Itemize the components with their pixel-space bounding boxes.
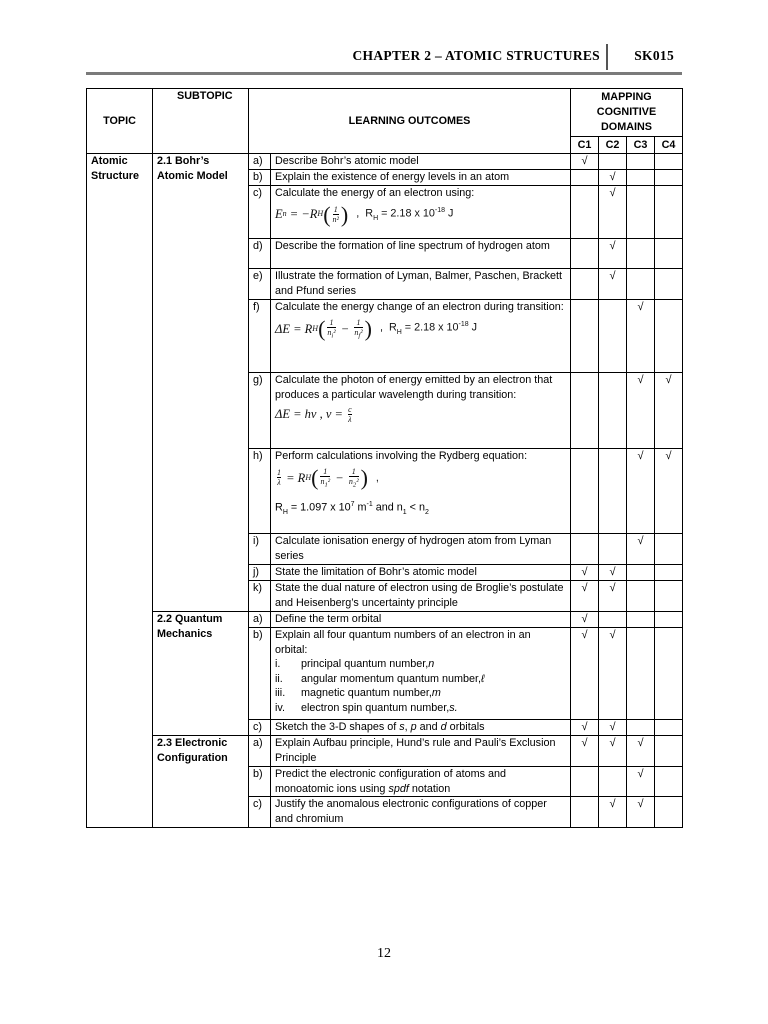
energy-change-equation: ΔE = R H ( $\frac{1}{n_i^2}$ − $\frac{1}{n_f^2}$ ) , $R_H = 2.18$ x $10^{-18}$ J [275,315,478,341]
outcome-orbital-shapes: Sketch the 3-D shapes of s, p and d orbitals [271,720,571,736]
tick-c1: √ [571,628,599,720]
outcome-label: e) [249,269,271,300]
cell-c4 [655,239,683,269]
page-number: 12 [377,946,391,961]
cell-c3 [627,628,655,720]
outcome-energy-calc [271,186,571,239]
list-item: iii. magnetic quantum number, m [275,687,441,699]
tick-c2: √ [599,797,627,828]
cell-c4 [655,170,683,186]
cell-c4 [655,300,683,373]
cell-c3 [627,239,655,269]
cell-c3 [627,269,655,300]
tick-c4: √ [655,449,683,534]
rydberg-constant: $R_H = 1.097$ x $10^7$ $m^{-1}$ and $n_1 < n_2$ [275,501,429,516]
outcome-text: State the limitation of Bohr’s atomic model [271,565,571,581]
energy-equation: E n = −R H ( $\frac{1}{\text{n²}}$ ) , $R_H = 2.18$ x $10^{-18}$ J [275,201,454,227]
cell-c4 [655,581,683,612]
cell-c1 [571,767,599,797]
cell-c1 [571,534,599,565]
tick-c3: √ [627,373,655,449]
tick-c3: √ [627,449,655,534]
outcome-label: f) [249,300,271,373]
photon-equation: ΔE = hν , ν = $\frac{c}{\lambda}$ [275,405,352,424]
cell-c4 [655,736,683,767]
cell-c4 [655,797,683,828]
subtopic-2-1: 2.1 Bohr’s Atomic Model [153,154,249,612]
tick-c2: √ [599,186,627,239]
tick-c1: √ [571,154,599,170]
outcome-text: State the dual nature of electron using de Broglie’s postulate and Heisenberg’s uncertainty principle [271,581,571,612]
outcome-text: Perform calculations involving the Rydberg equation: [275,450,528,462]
outcome-text: Calculate the energy change of an electron during transition: [275,301,564,313]
outcome-label: j) [249,565,271,581]
tick-c2: √ [599,269,627,300]
tick-c2: √ [599,581,627,612]
header-mapping: MAPPING COGNITIVE DOMAINS [571,89,683,137]
tick-c3: √ [627,767,655,797]
cell-c3 [627,612,655,628]
outcome-text: Calculate the photon of energy emitted by an electron that produces a particular wavelength during transition: [275,374,553,401]
tick-c1: √ [571,612,599,628]
list-item: ii. angular momentum quantum number, ℓ [275,672,485,685]
cell-c4 [655,612,683,628]
tick-c1: √ [571,720,599,736]
tick-c2: √ [599,239,627,269]
quantum-number-list [275,657,566,715]
outcome-quantum-numbers [271,628,571,720]
outcome-label: b) [249,628,271,720]
outcome-label: a) [249,612,271,628]
outcome-text: Describe the formation of line spectrum of hydrogen atom [271,239,571,269]
cell-c1 [571,170,599,186]
topic-cell: Atomic Structure [87,154,153,828]
header-learning-outcomes: LEARNING OUTCOMES [249,89,571,154]
outcome-label: k) [249,581,271,612]
tick-c1: √ [571,736,599,767]
cell-c3 [627,170,655,186]
outcome-text: Explain all four quantum numbers of an electron in an orbital: [275,629,531,656]
header-c1: C1 [571,137,599,154]
cell-c4 [655,767,683,797]
cell-c1 [571,449,599,534]
header-c2: C2 [599,137,627,154]
tick-c3: √ [627,797,655,828]
cell-c3 [627,186,655,239]
cell-c4 [655,186,683,239]
outcome-rydberg [271,449,571,534]
outcome-text: Define the term orbital [271,612,571,628]
tick-c2: √ [599,736,627,767]
outcome-label: b) [249,170,271,186]
outcome-text: Illustrate the formation of Lyman, Balmer, Paschen, Brackett and Pfund series [271,269,571,300]
tick-c2: √ [599,565,627,581]
cell-c3 [627,720,655,736]
cell-c1 [571,797,599,828]
outcome-energy-change [271,300,571,373]
header-c3: C3 [627,137,655,154]
cell-c1 [571,373,599,449]
cell-c2 [599,612,627,628]
outcome-text: Calculate ionisation energy of hydrogen atom from Lyman series [271,534,571,565]
cell-c4 [655,154,683,170]
outcome-text: Calculate the energy of an electron using: [275,187,475,199]
tick-c2: √ [599,628,627,720]
cell-c2 [599,449,627,534]
cell-c2 [599,154,627,170]
outcome-text: Explain the existence of energy levels in an atom [271,170,571,186]
outcome-label: b) [249,767,271,797]
outcome-text: Describe Bohr’s atomic model [271,154,571,170]
tick-c1: √ [571,565,599,581]
cell-c2 [599,534,627,565]
cell-c1 [571,300,599,373]
outcome-electronic-config: Predict the electronic configuration of atoms and monoatomic ions using spdf notation [271,767,571,797]
tick-c3: √ [627,300,655,373]
cell-c2 [599,373,627,449]
list-item: i. principal quantum number, n [275,658,435,670]
cell-c1 [571,269,599,300]
header-topic: TOPIC [87,89,153,154]
subtopic-2-2: 2.2 Quantum Mechanics [153,612,249,736]
outcome-label: c) [249,720,271,736]
cell-c4 [655,565,683,581]
rydberg-equation: $\frac{1}{\lambda}$ = R H ( $\frac{1}{n_1^2}$ − $\frac{1}{n_2^2}$ ) , [277,464,379,490]
chapter-title: CHAPTER 2 – ATOMIC STRUCTURES [352,48,600,63]
tick-c2: √ [599,720,627,736]
cell-c4 [655,534,683,565]
outcome-label: a) [249,736,271,767]
cell-c1 [571,239,599,269]
list-item: iv. electron spin quantum number, s. [275,701,458,714]
learning-outcomes-table [86,88,683,828]
cell-c2 [599,300,627,373]
outcome-text: Justify the anomalous electronic configurations of copper and chromium [271,797,571,828]
outcome-label: c) [249,797,271,828]
header-subtopic: SUBTOPIC [153,89,249,154]
outcome-label: g) [249,373,271,449]
tick-c2: √ [599,170,627,186]
outcome-label: c) [249,186,271,239]
cell-c2 [599,767,627,797]
cell-c3 [627,154,655,170]
outcome-label: i) [249,534,271,565]
cell-c3 [627,565,655,581]
header-c4: C4 [655,137,683,154]
header-divider [606,44,608,70]
cell-c4 [655,269,683,300]
page-header [86,44,682,75]
tick-c4: √ [655,373,683,449]
outcome-label: d) [249,239,271,269]
cell-c1 [571,186,599,239]
course-code: SK015 [634,48,674,63]
outcome-text: Explain Aufbau principle, Hund’s rule and Pauli’s Exclusion Principle [271,736,571,767]
cell-c3 [627,581,655,612]
cell-c4 [655,628,683,720]
subtopic-2-3: 2.3 Electronic Configuration [153,736,249,828]
tick-c3: √ [627,534,655,565]
tick-c3: √ [627,736,655,767]
cell-c4 [655,720,683,736]
outcome-label: a) [249,154,271,170]
tick-c1: √ [571,581,599,612]
outcome-label: h) [249,449,271,534]
outcome-photon-energy [271,373,571,449]
